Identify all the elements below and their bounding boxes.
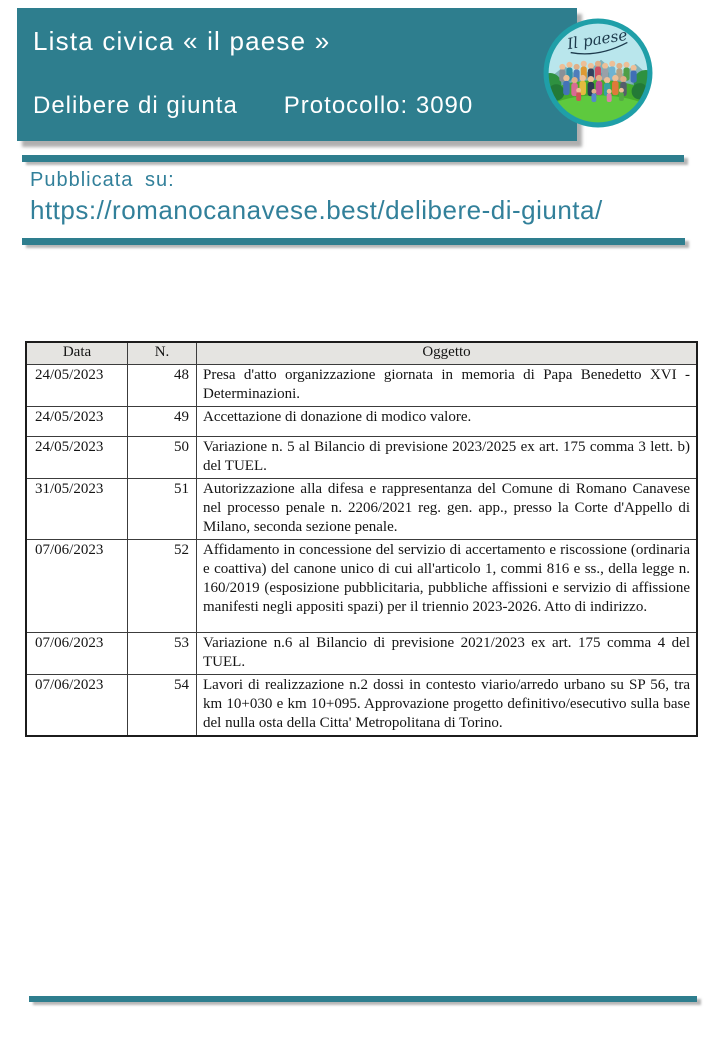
header-subtitle-row bbox=[33, 92, 473, 120]
subject-cell: Variazione n. 5 al Bilancio di previsione 2023/2025 ex art. 175 comma 3 lett. b) del TUEL. bbox=[197, 437, 698, 479]
subject-cell: Autorizzazione alla difesa e rappresentanza del Comune di Romano Canavese nel processo penale n. 2206/2021 reg. gen. app., presso la Corte d'Appello di Milano, seconda sezione penale. bbox=[197, 479, 698, 540]
column-header-date: Data bbox=[26, 342, 128, 365]
date-cell: 24/05/2023 bbox=[26, 437, 128, 479]
deliberations-table bbox=[25, 341, 698, 737]
number-cell: 49 bbox=[128, 407, 197, 437]
date-cell: 07/06/2023 bbox=[26, 633, 128, 675]
date-cell: 24/05/2023 bbox=[26, 365, 128, 407]
date-cell: 24/05/2023 bbox=[26, 407, 128, 437]
header-banner bbox=[17, 8, 577, 141]
number-cell: 53 bbox=[128, 633, 197, 675]
published-label: Pubblicata su: bbox=[30, 169, 175, 191]
subject-cell: Accettazione di donazione di modico valore. bbox=[197, 407, 698, 437]
table-row bbox=[26, 479, 697, 540]
page-subtitle: Delibere di giunta bbox=[33, 92, 238, 119]
separator-bar-top bbox=[22, 155, 684, 162]
logo-text: Il paese bbox=[565, 25, 629, 54]
page-title: Lista civica « il paese » bbox=[33, 26, 331, 56]
subject-cell: Presa d'atto organizzazione giornata in memoria di Papa Benedetto XVI - Determinazioni. bbox=[197, 365, 698, 407]
subject-cell: Variazione n.6 al Bilancio di previsione 2021/2023 ex art. 175 comma 4 del TUEL. bbox=[197, 633, 698, 675]
number-cell: 51 bbox=[128, 479, 197, 540]
table-row bbox=[26, 675, 697, 737]
number-cell: 52 bbox=[128, 540, 197, 633]
table-row bbox=[26, 407, 697, 437]
table-row bbox=[26, 365, 697, 407]
table-row bbox=[26, 633, 697, 675]
table-row bbox=[26, 437, 697, 479]
il-paese-logo-icon bbox=[542, 17, 654, 129]
date-cell: 07/06/2023 bbox=[26, 540, 128, 633]
table-row bbox=[26, 540, 697, 633]
column-header-subject: Oggetto bbox=[197, 342, 698, 365]
date-cell: 31/05/2023 bbox=[26, 479, 128, 540]
column-header-number: N. bbox=[128, 342, 197, 365]
number-cell: 54 bbox=[128, 675, 197, 737]
separator-bar-middle bbox=[22, 238, 685, 245]
number-cell: 50 bbox=[128, 437, 197, 479]
footer-bar bbox=[29, 996, 697, 1002]
table-header-row bbox=[26, 342, 697, 365]
subject-cell: Affidamento in concessione del servizio di accertamento e riscossione (ordinaria e coattiva) del canone unico di cui all'articolo 1, commi 816 e ss., della legge n. 160/2019 (esposizione pubblicitaria, pubbliche affissioni e servizio di affissione manifesti negli appositi spazi) per il triennio 2023-2026. Atto di indirizzo. bbox=[197, 540, 698, 633]
protocol-number: Protocollo: 3090 bbox=[283, 92, 474, 119]
date-cell: 07/06/2023 bbox=[26, 675, 128, 737]
subject-cell: Lavori di realizzazione n.2 dossi in contesto viario/arredo urbano su SP 56, tra km 10+030 e km 10+095. Approvazione progetto definitivo/esecutivo sulla base del nulla osta della Citta' Metropolitana di Torino. bbox=[197, 675, 698, 737]
number-cell: 48 bbox=[128, 365, 197, 407]
published-url-link[interactable]: https://romanocanavese.best/delibere-di-giunta/ bbox=[30, 195, 603, 225]
